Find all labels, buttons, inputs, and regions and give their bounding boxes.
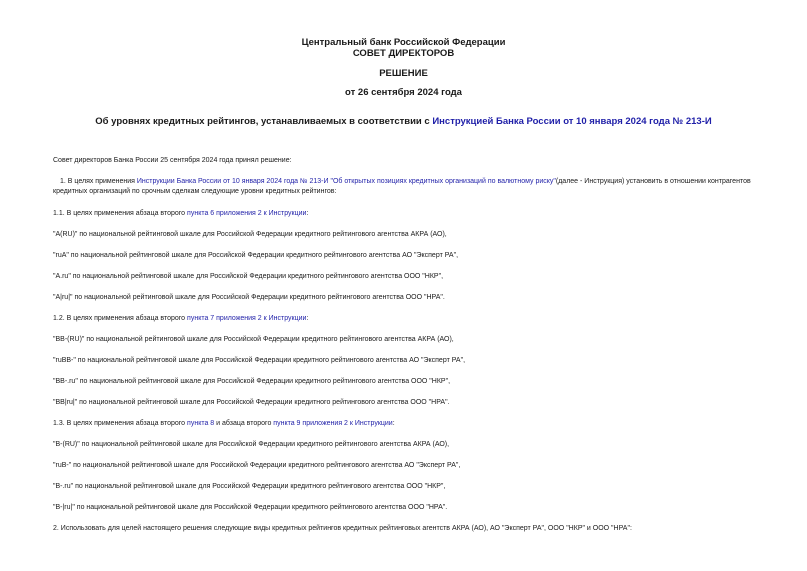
paragraph-1 xyxy=(60,177,780,186)
doc-type: РЕШЕНИЕ xyxy=(379,68,428,79)
p1-text: 1. В целях применения xyxy=(60,178,137,185)
s13-link-point8[interactable]: пункта 8 xyxy=(187,420,215,427)
s13-item: "B-(RU)" по национальной рейтинговой шкале для Российской Федерации кредитного рейтингового агентства АКРА (АО), xyxy=(53,441,450,448)
instruction-title-link[interactable]: "Об открытых позициях кредитных организаций по валютному риску" xyxy=(330,178,556,185)
doc-date: от 26 сентября 2024 года xyxy=(345,87,462,98)
intro-paragraph: Совет директоров Банка России 25 сентября 2024 года принял решение: xyxy=(53,157,292,164)
subparagraph-1-3 xyxy=(53,419,773,428)
s13-item: "B-|ru|" по национальной рейтинговой шкале для Российской Федерации кредитного рейтингового агентства ООО "НРА". xyxy=(53,504,448,511)
paragraph-2: 2. Использовать для целей настоящего решения следующие виды кредитных рейтингов кредитных рейтинговых агентств АКРА (АО), АО "Эксперт РА", ООО "НКР" и ООО "НРА": xyxy=(53,525,632,532)
s11-text: 1.1. В целях применения абзаца второго xyxy=(53,210,188,217)
s12-text: 1.2. В целях применения абзаца второго xyxy=(53,315,188,322)
s12-item: "BB-.ru" по национальной рейтинговой шкале для Российской Федерации кредитного рейтингового агентства ООО "НКР", xyxy=(53,378,451,385)
s11-item: "A|ru|" по национальной рейтинговой шкале для Российской Федерации кредитного рейтингового агентства ООО "НРА". xyxy=(53,294,445,301)
s11-link[interactable]: пункта 6 приложения 2 к Инструкции xyxy=(187,210,307,217)
s11-item: "ruA" по национальной рейтинговой шкале для Российской Федерации кредитного рейтингового агентства АО "Эксперт РА", xyxy=(53,252,459,259)
paragraph-1-line2: кредитных организаций по срочным сделкам следующие уровни кредитных рейтингов: xyxy=(53,188,337,195)
s11-item: "A.ru" по национальной рейтинговой шкале для Российской Федерации кредитного рейтингового агентства ООО "НКР", xyxy=(53,273,444,280)
s11-colon: : xyxy=(306,210,309,217)
s12-colon: : xyxy=(306,315,309,322)
doc-title xyxy=(0,116,807,128)
s13-item: "ruB-" по национальной рейтинговой шкале для Российской Федерации кредитного рейтингового агентства АО "Эксперт РА", xyxy=(53,462,461,469)
p1-suffix: (далее - Инструкция) установить в отношении контрагентов xyxy=(555,178,751,185)
s12-item: "BB|ru|" по национальной рейтинговой шкале для Российской Федерации кредитного рейтингового агентства ООО "НРА". xyxy=(53,399,450,406)
s11-item: "A(RU)" по национальной рейтинговой шкале для Российской Федерации кредитного рейтингового агентства АКРА (АО), xyxy=(53,231,447,238)
s13-colon: : xyxy=(392,420,395,427)
s12-link[interactable]: пункта 7 приложения 2 к Инструкции xyxy=(187,315,307,322)
s13-item: "B-.ru" по национальной рейтинговой шкале для Российской Федерации кредитного рейтингового агентства ООО "НКР", xyxy=(53,483,446,490)
org-name: Центральный банк Российской Федерации xyxy=(301,37,506,48)
board-name: СОВЕТ ДИРЕКТОРОВ xyxy=(352,48,455,59)
subparagraph-1-2 xyxy=(53,314,773,323)
s13-link-point9[interactable]: пункта 9 приложения 2 к Инструкции xyxy=(273,420,393,427)
s13-mid: и абзаца второго xyxy=(214,420,274,427)
s12-item: "BB-(RU)" по национальной рейтинговой шкале для Российской Федерации кредитного рейтингового агентства АКРА (АО), xyxy=(53,336,454,343)
title-text: Об уровнях кредитных рейтингов, устанавливаемых в соответствии с xyxy=(95,116,433,127)
s13-text: 1.3. В целях применения абзаца второго xyxy=(53,420,188,427)
subparagraph-1-1 xyxy=(53,209,773,218)
title-link[interactable]: Инструкцией Банка России от 10 января 2024 года № 213-И xyxy=(432,116,712,127)
s12-item: "ruBB-" по национальной рейтинговой шкале для Российской Федерации кредитного рейтингового агентства АО "Эксперт РА", xyxy=(53,357,466,364)
instruction-link[interactable]: Инструкции Банка России от 10 января 2024 года № 213-И xyxy=(136,178,329,185)
